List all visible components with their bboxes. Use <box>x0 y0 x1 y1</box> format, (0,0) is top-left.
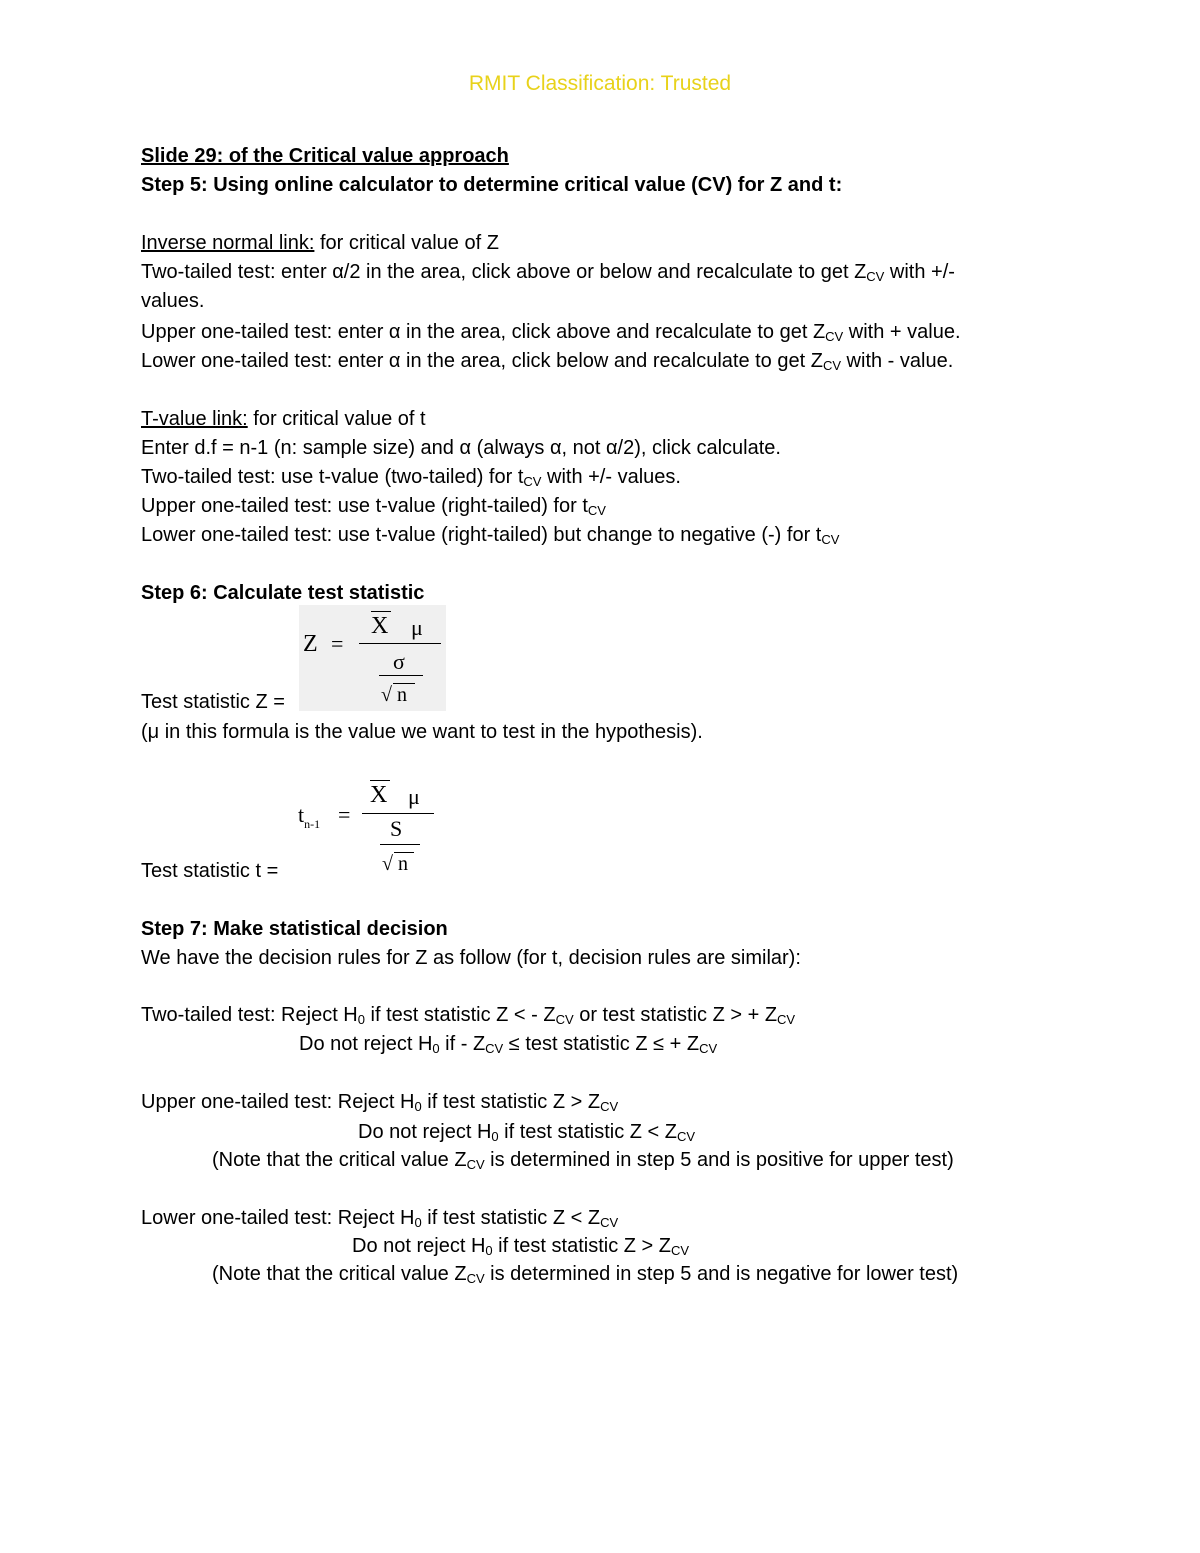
cv-subscript: CV <box>677 1129 696 1144</box>
t-upper-text: Upper one-tailed test: use t-value (right-tailed) for t <box>141 495 588 517</box>
mu-note: (μ in this formula is the value we want to test in the hypothesis). <box>141 721 703 743</box>
cv-subscript: CV <box>600 1215 619 1230</box>
t-formula-lhs-sub: n-1 <box>304 817 321 831</box>
cv-subscript: CV <box>822 358 841 373</box>
z-lower-line <box>141 349 953 373</box>
h0-subscript: 0 <box>357 1012 365 1027</box>
inverse-normal-link[interactable]: Inverse normal link: <box>141 232 315 254</box>
upper-reject <box>141 1090 618 1114</box>
lower-norej-text: Do not reject H <box>352 1235 486 1257</box>
cv-subscript: CV <box>821 532 840 547</box>
cv-subscript: CV <box>699 1041 718 1056</box>
z-formula-lhs: Z <box>303 631 318 657</box>
cv-subscript: CV <box>523 474 542 489</box>
upper-note <box>212 1148 954 1172</box>
t-value-link[interactable]: T-value link: <box>141 408 248 430</box>
cv-subscript: CV <box>825 329 844 344</box>
z-formula-root: √ <box>381 684 392 706</box>
two-tailed-reject <box>141 1003 795 1027</box>
z-lower-tail: with - value. <box>841 350 954 372</box>
z-upper-text: Upper one-tailed test: enter α in the area, click above and recalculate to get Z <box>141 321 826 343</box>
t-formula-lhs <box>298 802 320 832</box>
step7-heading: Step 7: Make statistical decision <box>141 918 448 940</box>
t-formula-n: n <box>398 853 408 875</box>
t-value-line <box>141 407 426 431</box>
z-formula-sigma: σ <box>393 649 405 674</box>
t-upper-line <box>141 494 606 518</box>
t-formula-s: S <box>390 816 403 841</box>
z-formula-xbar: X <box>371 613 389 639</box>
z-two-tailed-text: Two-tailed test: enter α/2 in the area, click above or below and recalculate to get Z <box>141 261 867 283</box>
two-reject-cond2: or test statistic Z > + Z <box>573 1004 778 1026</box>
step5-heading: Step 5: Using online calculator to determine critical value (CV) for Z and t: <box>141 174 843 196</box>
h0-subscript: 0 <box>491 1129 499 1144</box>
z-formula-fraction-bar <box>359 643 441 644</box>
h0-subscript: 0 <box>414 1099 422 1114</box>
t-formula-inner-bar <box>380 844 420 845</box>
upper-no-reject <box>358 1120 695 1144</box>
lower-norej-cond: if test statistic Z > Z <box>492 1235 671 1257</box>
z-lower-text: Lower one-tailed test: enter α in the area, click below and recalculate to get Z <box>141 350 823 372</box>
t-formula-xbar: X <box>370 782 388 808</box>
upper-reject-cond: if test statistic Z > Z <box>421 1091 601 1113</box>
lower-note <box>212 1262 958 1286</box>
inverse-normal-line <box>141 231 499 255</box>
z-formula <box>299 605 446 711</box>
t-value-desc: for critical value of t <box>247 408 426 430</box>
two-norej-cond2: ≤ test statistic Z ≤ + Z <box>503 1033 700 1055</box>
classification-label: RMIT Classification: Trusted <box>468 72 732 95</box>
upper-note-tail: is determined in step 5 and is positive for upper test) <box>484 1149 954 1171</box>
z-formula-mu: μ <box>411 615 423 640</box>
t-formula-fraction-bar <box>362 813 434 814</box>
t-lower-line <box>141 523 839 547</box>
slide-title: Slide 29: of the Critical value approach <box>141 145 509 167</box>
xbar-overline <box>371 611 391 612</box>
t-xbar-overline <box>370 780 390 781</box>
step7-intro: We have the decision rules for Z as follow (for t, decision rules are similar): <box>141 947 801 969</box>
two-norej-text: Do not reject H <box>299 1033 433 1055</box>
upper-norej-cond: if test statistic Z < Z <box>498 1121 677 1143</box>
upper-norej-text: Do not reject H <box>358 1121 492 1143</box>
lower-note-text: (Note that the critical value Z <box>212 1263 467 1285</box>
two-reject-text: Two-tailed test: Reject H <box>141 1004 358 1026</box>
t-lower-text: Lower one-tailed test: use t-value (right-tailed) but change to negative (-) for t <box>141 524 822 546</box>
two-reject-cond1: if test statistic Z < - Z <box>364 1004 556 1026</box>
lower-no-reject <box>352 1234 689 1258</box>
z-two-tailed-tail: with +/- <box>884 261 955 283</box>
step6-heading: Step 6: Calculate test statistic <box>141 582 425 604</box>
z-upper-tail: with + value. <box>843 321 961 343</box>
t-two-tailed-tail: with +/- values. <box>541 466 681 488</box>
cv-subscript: CV <box>466 1157 485 1172</box>
z-formula-n: n <box>397 684 407 706</box>
z-formula-inner-bar <box>379 675 423 676</box>
z-upper-line <box>141 320 961 344</box>
inverse-normal-desc: for critical value of Z <box>314 232 499 254</box>
cv-subscript: CV <box>777 1012 796 1027</box>
t-formula-mu: μ <box>408 784 420 809</box>
cv-subscript: CV <box>600 1099 619 1114</box>
cv-subscript: CV <box>866 269 885 284</box>
z-two-tailed-cont: values. <box>141 290 205 312</box>
t-formula-lhs-t: t <box>298 802 305 827</box>
h0-subscript: 0 <box>485 1243 493 1258</box>
t-two-tailed-text: Two-tailed test: use t-value (two-tailed) for t <box>141 466 524 488</box>
two-tailed-no-reject <box>299 1032 717 1056</box>
z-two-tailed-line <box>141 260 955 284</box>
lower-note-tail: is determined in step 5 and is negative for lower test) <box>484 1263 959 1285</box>
t-formula <box>298 776 438 880</box>
z-statistic-label: Test statistic Z = <box>141 691 285 713</box>
t-statistic-label: Test statistic t = <box>141 860 279 882</box>
t-formula-root: √ <box>382 853 393 875</box>
cv-subscript: CV <box>671 1243 690 1258</box>
t-two-tailed-line <box>141 465 681 489</box>
upper-note-text: (Note that the critical value Z <box>212 1149 467 1171</box>
two-norej-cond1: if - Z <box>439 1033 486 1055</box>
lower-reject-cond: if test statistic Z < Z <box>421 1207 601 1229</box>
lower-reject-text: Lower one-tailed test: Reject H <box>141 1207 415 1229</box>
t-enter-df: Enter d.f = n-1 (n: sample size) and α (always α, not α/2), click calculate. <box>141 437 781 459</box>
h0-subscript: 0 <box>414 1215 422 1230</box>
z-formula-equals: = <box>331 631 344 656</box>
lower-reject <box>141 1206 618 1230</box>
cv-subscript: CV <box>485 1041 504 1056</box>
h0-subscript: 0 <box>432 1041 440 1056</box>
cv-subscript: CV <box>466 1271 485 1286</box>
cv-subscript: CV <box>555 1012 574 1027</box>
t-formula-equals: = <box>338 802 351 827</box>
upper-reject-text: Upper one-tailed test: Reject H <box>141 1091 415 1113</box>
cv-subscript: CV <box>587 503 606 518</box>
